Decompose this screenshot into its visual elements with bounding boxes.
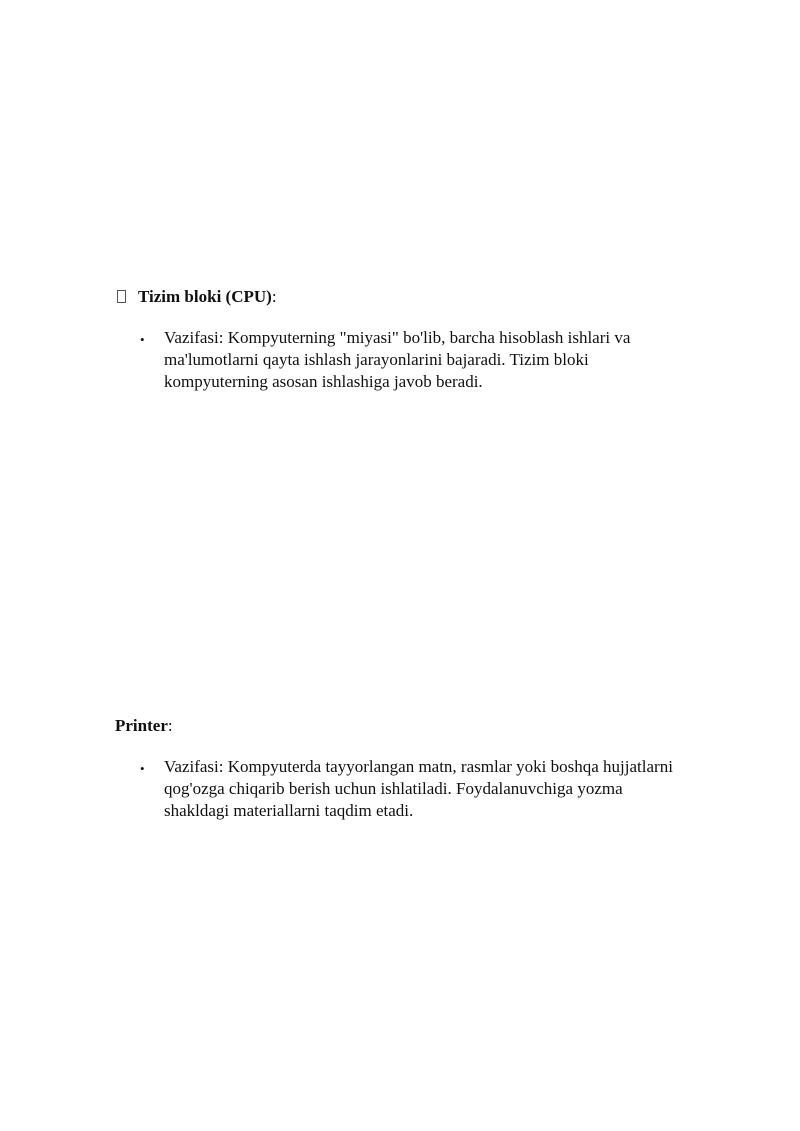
bullet-icon: • [140, 332, 145, 347]
bullet-paragraph-cpu [164, 327, 630, 393]
section-heading-printer [115, 715, 173, 737]
paragraph-line: Vazifasi: Kompyuterda tayyorlangan matn, rasmlar yoki boshqa hujjatlarni [164, 757, 673, 776]
paragraph-line: qog'ozga chiqarib berish uchun ishlatiladi. Foydalanuvchiga yozma [164, 779, 623, 798]
heading-text: Tizim bloki (CPU) [138, 287, 272, 306]
section-heading-cpu [117, 286, 277, 308]
missing-glyph-icon [117, 290, 126, 303]
bullet-icon: • [140, 761, 145, 776]
paragraph-line: shakldagi materiallarni taqdim etadi. [164, 801, 414, 820]
bullet-paragraph-printer [164, 756, 673, 822]
paragraph-line: Vazifasi: Kompyuterning "miyasi" bo'lib, barcha hisoblash ishlari va [164, 328, 631, 347]
paragraph-line: kompyuterning asosan ishlashiga javob beradi. [164, 372, 483, 391]
heading-suffix: : [167, 716, 173, 735]
heading-text: Printer [115, 716, 168, 735]
paragraph-line: ma'lumotlarni qayta ishlash jarayonlarini bajaradi. Tizim bloki [164, 350, 589, 369]
heading-suffix: : [271, 287, 277, 306]
